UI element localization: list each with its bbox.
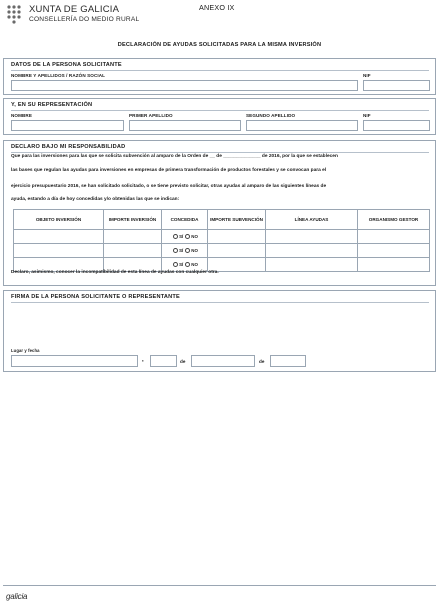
rep-surname2-field[interactable] [246,120,358,131]
representation-section [3,98,436,135]
applicant-nif-label: NIF [363,73,371,78]
applicant-nif-field[interactable] [363,80,430,91]
importe-subvencion-cell[interactable] [208,230,266,244]
section-divider [11,70,429,71]
organismo-cell[interactable] [358,244,430,258]
yes-radio[interactable] [173,262,178,267]
rep-surname1-label: PRIMER APELLIDO [129,113,173,118]
rep-nif-label: NIF [363,113,371,118]
place-date-label: Lugar y fecha [11,348,40,353]
importe-inversion-cell[interactable] [104,230,162,244]
objeto-cell[interactable] [14,230,104,244]
column-header: OBJETO INVERSIÓN [14,210,104,230]
table-row [14,244,430,258]
annex-label: ANEXO IX [199,3,235,12]
declaration-line: ejercicio presupuestario 2016, se han solicitado solicitado, o se tiene previsto solicitar, otras ayudas al amparo de las siguientes líneas de [11,184,327,189]
comma-separator: , [142,357,144,363]
signature-heading: FIRMA DE LA PERSONA SOLICITANTE O REPRESENTANTE [11,294,180,300]
declaration-heading: DECLARO BAJO MI RESPONSABILIDAD [11,144,126,150]
galicia-logo: galicia [6,592,28,601]
yes-radio[interactable] [173,234,178,239]
organismo-cell[interactable] [358,230,430,244]
table-header-row [14,210,430,230]
declaration-closing: Declaro, asimismo, conocer la incompatibilidad de esta línea de ayudas con cualquier otra. [11,270,219,275]
applicant-name-label: NOMBRE Y APELLIDOS / RAZÓN SOCIAL [11,73,106,78]
importe-subvencion-cell[interactable] [208,244,266,258]
de-separator: de [259,359,265,364]
concedida-cell [162,230,208,244]
yes-radio[interactable] [173,248,178,253]
yes-label: SÍ [179,233,184,239]
day-field[interactable] [150,355,177,367]
linea-ayudas-cell[interactable] [266,230,358,244]
table-row [14,230,430,244]
applicant-name-field[interactable] [11,80,358,91]
declaration-section [3,140,436,286]
de-separator: de [180,359,186,364]
place-field[interactable] [11,355,138,367]
representation-heading: Y, EN SU REPRESENTACIÓN [11,102,93,108]
footer-divider [3,585,436,586]
column-header: CONCEDIDA [162,210,208,230]
importe-inversion-cell[interactable] [104,244,162,258]
column-header: IMPORTE INVERSIÓN [104,210,162,230]
declaration-line: ayuda, estando a día de hoy concedidas y/o obtenidas las que se indican: [11,197,180,202]
no-label: NO [191,233,198,239]
org-name: XUNTA DE GALICIA [29,4,120,15]
document-title: DECLARACIÓN DE AYUDAS SOLICITADAS PARA LA MISMA INVERSIÓN [117,42,322,48]
concedida-cell [162,244,208,258]
section-divider [11,302,429,303]
applicant-section [3,58,436,95]
rep-name-label: NOMBRE [11,113,33,118]
column-header: IMPORTE SUBVENCIÓN [208,210,266,230]
linea-ayudas-cell[interactable] [266,244,358,258]
objeto-cell[interactable] [14,244,104,258]
yes-label: SÍ [179,261,184,267]
no-label: NO [191,247,198,253]
no-label: NO [191,261,198,267]
org-department: CONSELLERÍA DO MEDIO RURAL [29,16,140,23]
column-header: ORGANISMO GESTOR [358,210,430,230]
yes-label: SÍ [179,247,184,253]
year-field[interactable] [270,355,306,367]
no-radio[interactable] [185,234,190,239]
section-divider [11,110,429,111]
xunta-crest-icon [4,4,24,26]
no-radio[interactable] [185,262,190,267]
rep-surname2-label: SEGUNDO APELLIDO [246,113,296,118]
no-radio[interactable] [185,248,190,253]
aid-table [13,209,430,272]
column-header: LÍNEA AYUDAS [266,210,358,230]
declaration-line: Que para las inversiones para las que se solicita subvención al amparo de la Orden de __ de ______________ de 2016, por la que se establecen [11,154,338,159]
rep-nif-field[interactable] [363,120,430,131]
signature-section [3,290,436,372]
rep-name-field[interactable] [11,120,124,131]
declaration-line: las bases que regulan las ayudas para inversiones en empresas de primera transformación de productos forestales y se convocan para el [11,168,327,173]
rep-surname1-field[interactable] [129,120,241,131]
month-field[interactable] [191,355,255,367]
applicant-heading: DATOS DE LA PERSONA SOLICITANTE [11,62,122,68]
